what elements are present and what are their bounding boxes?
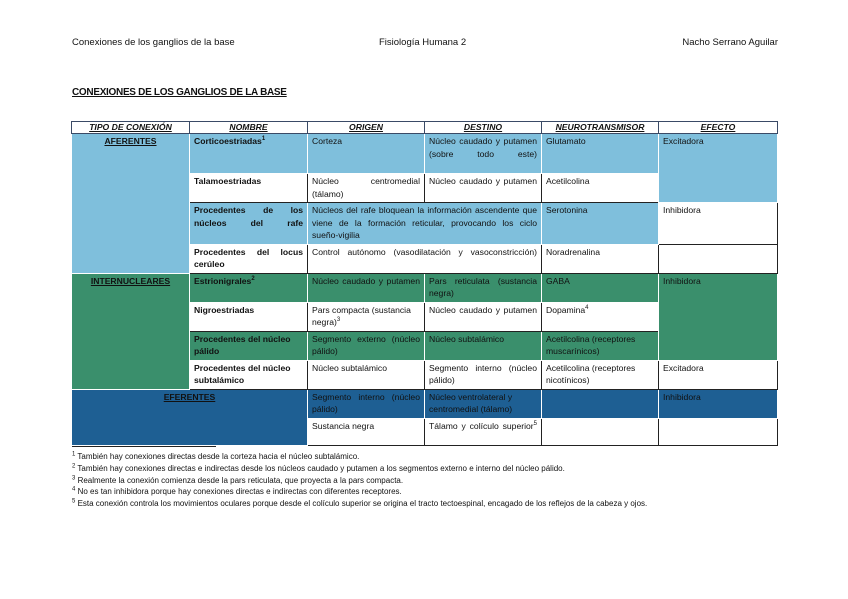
cell-neurotransmisor: Dopamina$^4$ (542, 302, 659, 331)
column-header: DESTINO (425, 122, 542, 134)
cell-neurotransmisor-empty (542, 389, 659, 418)
cell-origen: Corteza (308, 134, 425, 174)
cell-nombre: Procedentes del núcleo pálido (190, 331, 308, 360)
cell-efecto: Inhibidora (659, 273, 778, 360)
footnote: $^2$ También hay conexiones directas e indirectas desde los núcleos caudado y putamen a los segmentos externo e interno del núcleo pálido. (72, 463, 565, 473)
page-header-left: Conexiones de los ganglios de la base (72, 37, 235, 48)
group-label-aferentes: AFERENTES (72, 134, 190, 274)
table-row (72, 273, 778, 302)
cell-origen: Núcleo caudado y putamen (308, 273, 425, 302)
column-header: EFECTO (659, 122, 778, 134)
column-header: TIPO DE CONEXIÓN (72, 122, 190, 134)
cell-neurotransmisor-empty (542, 418, 659, 445)
cell-origen: Segmento interno (núcleo pálido) (308, 389, 425, 418)
cell-destino: Núcleo caudado y putamen (425, 302, 542, 331)
page-header-right: Nacho Serrano Aguilar (682, 37, 778, 48)
column-header: ORIGEN (308, 122, 425, 134)
cell-destino: Núcleo caudado y putamen (sobre todo este) (425, 134, 542, 174)
cell-origen: Pars compacta (sustancia negra)$^3$ (308, 302, 425, 331)
cell-efecto-empty (659, 244, 778, 273)
footnote: $^3$ Realmente la conexión comienza desde la pars reticulata, que proyecta a la pars compacta. (72, 474, 404, 485)
cell-destino: Núcleo subtalámico (425, 331, 542, 360)
cell-destino: Tálamo y colículo superior$^5$ (425, 418, 542, 445)
group-label-eferentes: EFERENTES (72, 389, 308, 445)
table-header-row (72, 122, 778, 134)
cell-efecto: Excitadora (659, 360, 778, 389)
cell-origen: Núcleos del rafe bloquean la información ascendente que viene de la formación reticular, provocando los ciclo sueño-vigilia (308, 203, 542, 245)
cell-origen: Sustancia negra (308, 418, 425, 445)
footnote-separator (72, 446, 216, 447)
cell-origen: Núcleo subtalámico (308, 360, 425, 389)
footnote: $^5$ Esta conexión controla los movimientos oculares porque desde el colículo superior se origina el tracto tectoespinal, encagado de los reflejos de la cabeza y ojos. (72, 498, 648, 509)
footnote: $^4$ No es tan inhibidora porque hay conexiones directas e indirectas con diferentes receptores. (72, 486, 402, 497)
cell-efecto: Excitadora (659, 134, 778, 203)
group-label-internucleares: INTERNUCLEARES (72, 273, 190, 389)
footnote: $^1$ También hay conexiones directas desde la corteza hacia el núcleo subtalámico. (72, 451, 360, 461)
column-header: NEUROTRANSMISOR (542, 122, 659, 134)
cell-origen: Control autónomo (vasodilatación y vasoconstricción) (308, 244, 542, 273)
table-row (72, 134, 778, 174)
cell-nombre: Procedentes del locus cerúleo (190, 244, 308, 273)
cell-destino: Núcleo caudado y putamen (425, 174, 542, 203)
cell-efecto-empty (659, 418, 778, 445)
column-header: NOMBRE (190, 122, 308, 134)
cell-nombre: Nigroestriadas (190, 302, 308, 331)
cell-neurotransmisor: Serotonina (542, 203, 659, 245)
cell-destino: Segmento interno (núcleo pálido) (425, 360, 542, 389)
footnotes (72, 451, 647, 510)
connections-table (71, 121, 778, 446)
cell-efecto: Inhibidora (659, 203, 778, 245)
cell-origen: Segmento externo (núcleo pálido) (308, 331, 425, 360)
cell-nombre: Procedentes de los núcleos del rafe (190, 203, 308, 245)
cell-neurotransmisor: Acetilcolina (542, 174, 659, 203)
cell-nombre: Talamoestriadas (190, 174, 308, 203)
cell-destino: Pars reticulata (sustancia negra) (425, 273, 542, 302)
cell-nombre: Estrionigrales$^2$ (190, 273, 308, 302)
cell-neurotransmisor: Acetilcolina (receptores nicotínicos) (542, 360, 659, 389)
cell-nombre: Corticoestriadas$^1$ (190, 134, 308, 174)
cell-neurotransmisor: Noradrenalina (542, 244, 659, 273)
page-header-center: Fisiología Humana 2 (379, 37, 467, 48)
cell-nombre: Procedentes del núcleo subtalámico (190, 360, 308, 389)
cell-destino: Núcleo ventrolateral y centromedial (tálamo) (425, 389, 542, 418)
cell-efecto: Inhibidora (659, 389, 778, 418)
table-row (72, 389, 778, 418)
document-title: CONEXIONES DE LOS GANGLIOS DE LA BASE (72, 87, 287, 98)
cell-neurotransmisor: Glutamato (542, 134, 659, 174)
cell-origen: Núcleo centromedial (tálamo) (308, 174, 425, 203)
cell-neurotransmisor: Acetilcolina (receptores muscarínicos) (542, 331, 659, 360)
cell-neurotransmisor: GABA (542, 273, 659, 302)
